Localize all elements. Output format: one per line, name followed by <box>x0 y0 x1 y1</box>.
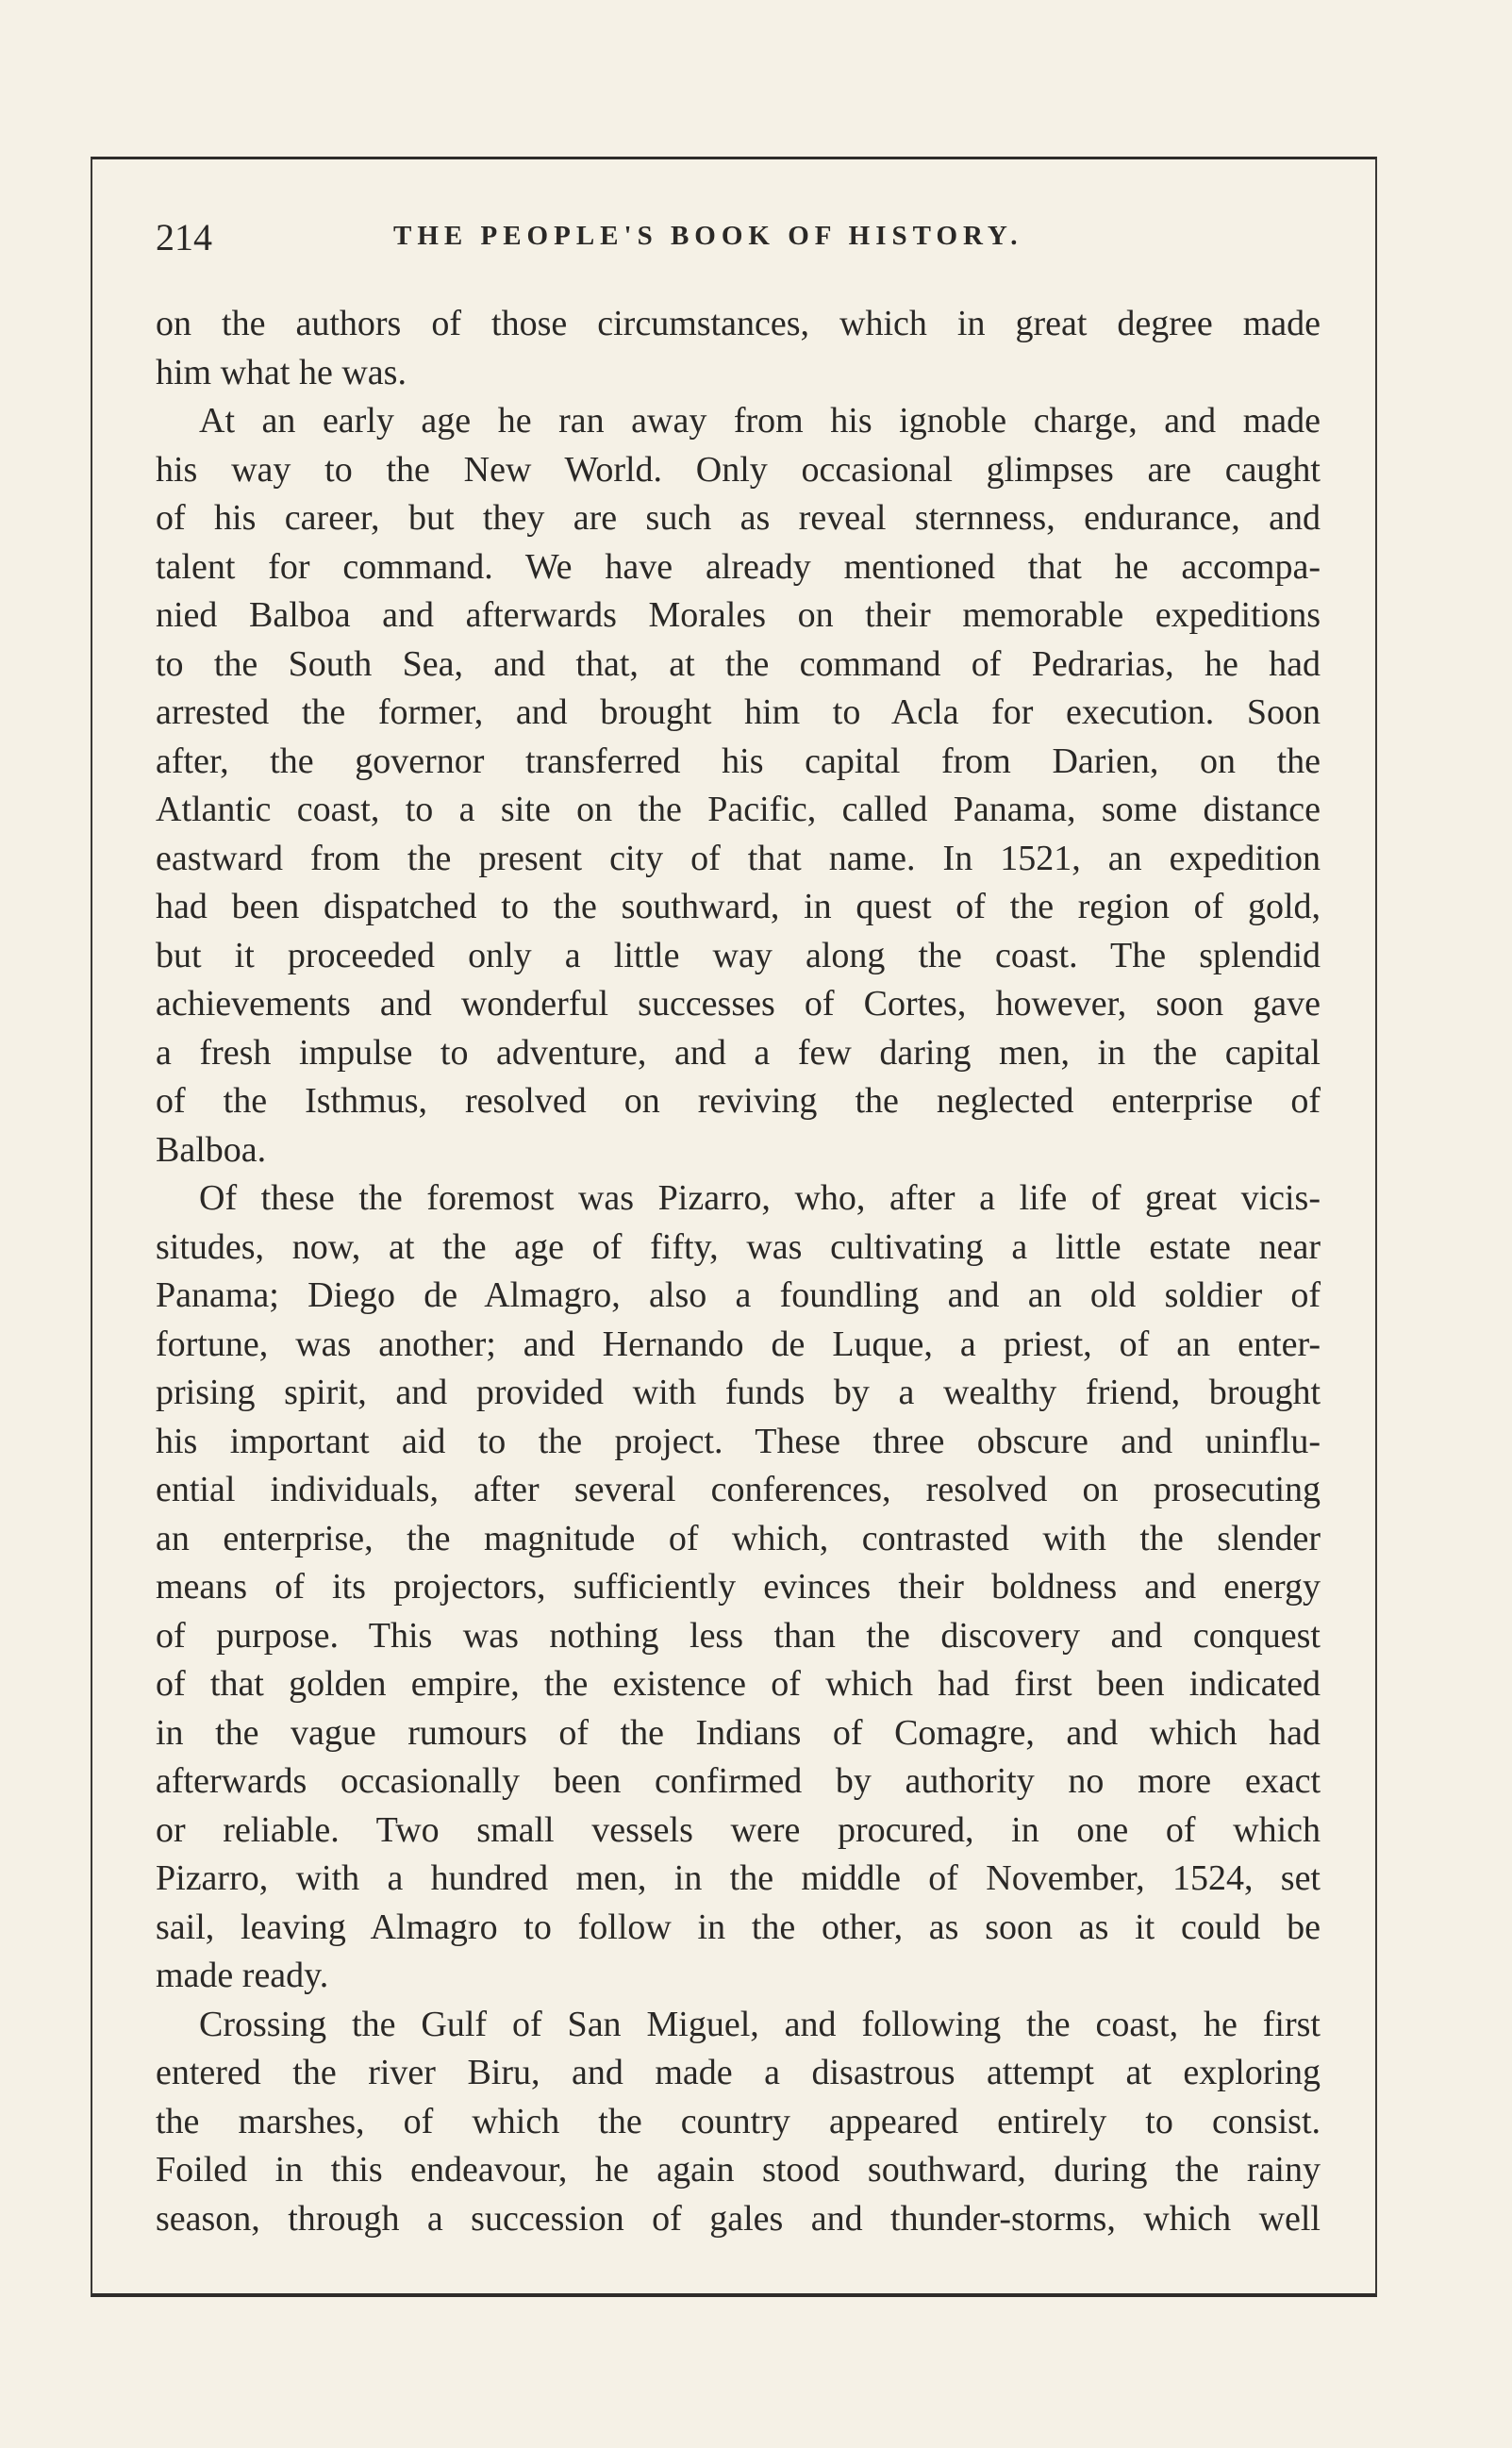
text-line: afterwards occasionally been confirmed by authority no more exact <box>156 1761 1321 1801</box>
text-line: but it proceeded only a little way along the coast. The splendid <box>156 935 1321 975</box>
text-line: on the authors of those circumstances, which in great degree made <box>156 304 1321 343</box>
text-line: ential individuals, after several conferences, resolved on prosecuting <box>156 1470 1321 1509</box>
page-number: 214 <box>156 216 212 258</box>
text-line: arrested the former, and brought him to Acla for execution. Soon <box>156 692 1321 732</box>
text-line: prising spirit, and provided with funds by a wealthy friend, brought <box>156 1373 1321 1412</box>
text-line: his important aid to the project. These three obscure and uninflu- <box>156 1421 1321 1461</box>
text-line: Of these the foremost was Pizarro, who, after a life of great vicis- <box>199 1178 1321 1218</box>
text-line: the marshes, of which the country appeared entirely to consist. <box>156 2101 1321 2141</box>
text-line: of purpose. This was nothing less than the discovery and conquest <box>156 1615 1321 1656</box>
text-line: of his career, but they are such as reveal sternness, endurance, and <box>156 498 1321 538</box>
text-line: a fresh impulse to adventure, and a few daring men, in the capital <box>156 1032 1321 1073</box>
text-line: Panama; Diego de Almagro, also a foundling and an old soldier of <box>156 1275 1321 1315</box>
text-line: entered the river Biru, and made a disastrous attempt at exploring <box>156 2053 1321 2092</box>
text-line: Crossing the Gulf of San Miguel, and following the coast, he first <box>199 2004 1321 2044</box>
text-line: him what he was. <box>156 352 407 392</box>
text-line: Atlantic coast, to a site on the Pacific, called Panama, some distance <box>156 790 1321 829</box>
text-line: sail, leaving Almagro to follow in the other, as soon as it could be <box>156 1907 1321 1947</box>
text-line: At an early age he ran away from his ignoble charge, and made <box>199 401 1321 441</box>
text-line: fortune, was another; and Hernando de Luque, a priest, of an enter- <box>156 1324 1321 1364</box>
text-line: Pizarro, with a hundred men, in the middle of November, 1524, set <box>156 1858 1321 1898</box>
running-head <box>156 215 1321 262</box>
text-line: eastward from the present city of that name. In 1521, an expedition <box>156 838 1321 878</box>
text-line: an enterprise, the magnitude of which, contrasted with the slender <box>156 1518 1321 1558</box>
text-line: his way to the New World. Only occasional glimpses are caught <box>156 449 1321 490</box>
running-title: THE PEOPLE'S BOOK OF HISTORY. <box>393 221 1023 251</box>
text-line: of that golden empire, the existence of which had first been indicated <box>156 1664 1321 1704</box>
text-line: talent for command. We have already mentioned that he accompa- <box>156 546 1321 587</box>
text-line: Balboa. <box>156 1129 267 1170</box>
text-line: after, the governor transferred his capital from Darien, on the <box>156 741 1321 781</box>
text-line: situdes, now, at the age of fifty, was cultivating a little estate near <box>156 1226 1321 1267</box>
text-line: or reliable. Two small vessels were procured, in one of which <box>156 1809 1321 1850</box>
text-line: made ready. <box>156 1956 329 1995</box>
text-line: means of its projectors, sufficiently evinces their boldness and energy <box>156 1567 1321 1607</box>
body-text <box>156 300 1321 2243</box>
text-line: of the Isthmus, resolved on reviving the neglected enterprise of <box>156 1081 1321 1121</box>
text-line: in the vague rumours of the Indians of Comagre, and which had <box>156 1712 1321 1753</box>
text-line: to the South Sea, and that, at the command of Pedrarias, he had <box>156 643 1321 684</box>
text-line: nied Balboa and afterwards Morales on their memorable expeditions <box>156 595 1321 635</box>
text-line: Foiled in this endeavour, he again stood southward, during the rainy <box>156 2150 1321 2190</box>
text-line: achievements and wonderful successes of Cortes, however, soon gave <box>156 984 1321 1024</box>
text-line: had been dispatched to the southward, in quest of the region of gold, <box>156 887 1321 926</box>
text-line: season, through a succession of gales and thunder-storms, which well <box>156 2198 1321 2239</box>
